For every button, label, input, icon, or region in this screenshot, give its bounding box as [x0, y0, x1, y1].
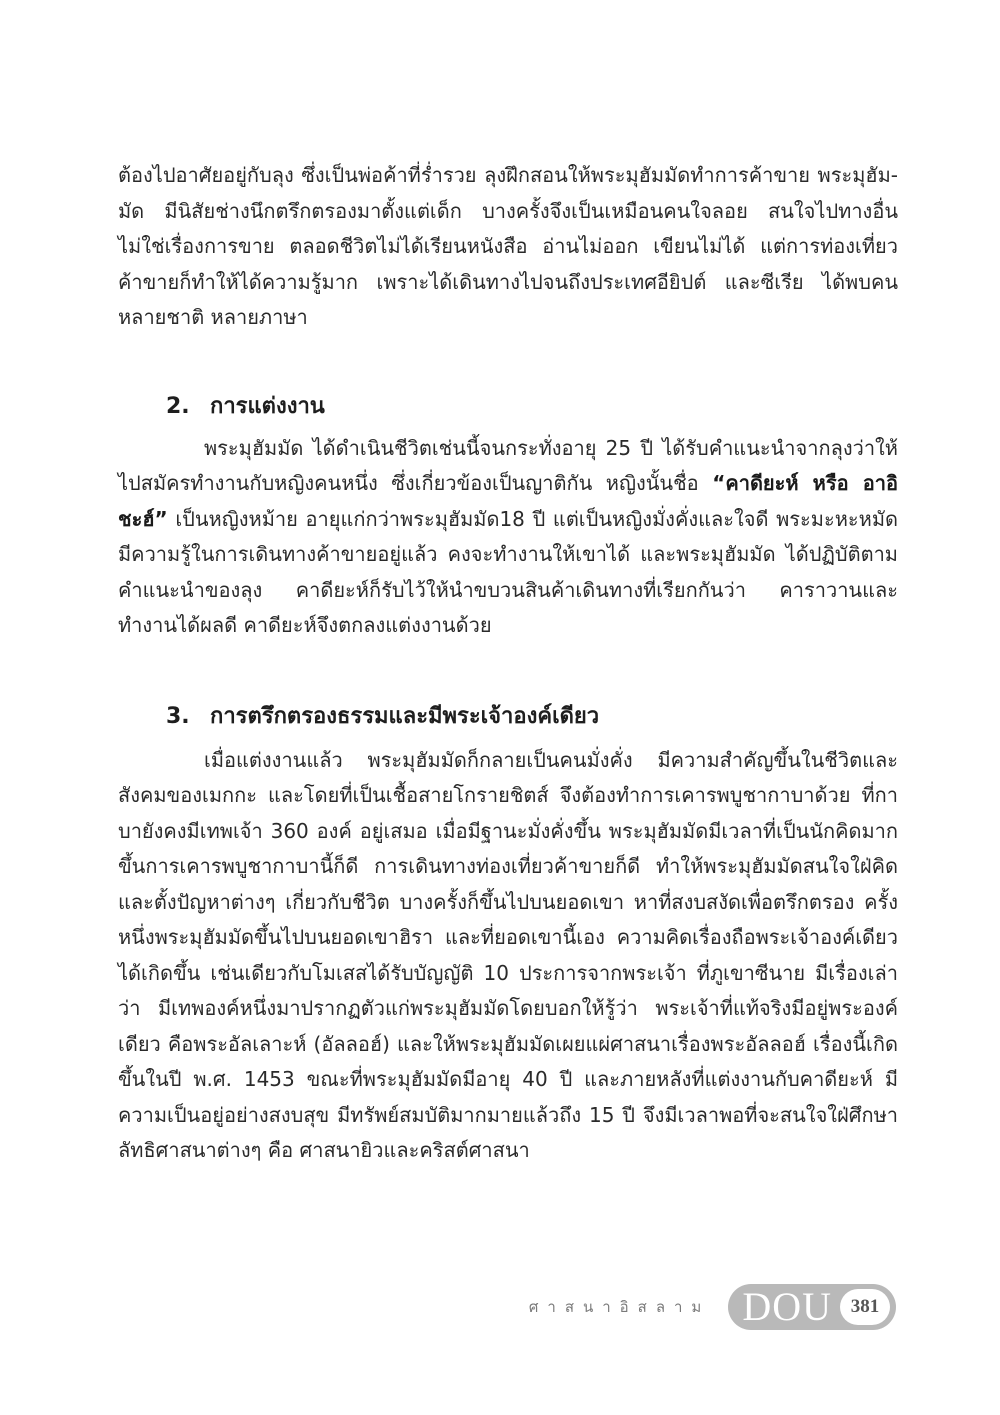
- section-2-paragraph: [118, 431, 898, 644]
- section-3-title: การตรึกตรองธรรมและมีพระเจ้าองค์เดียว: [210, 703, 600, 729]
- intro-paragraph: ต้องไปอาศัยอยู่กับลุง ซึ่งเป็นพ่อค้าที่ร่ำรวย ลุงฝึกสอนให้พระมุฮัมมัดทำการค้าขาย พระมุฮัม-มัด มีนิสัยช่างนึกตรึกตรองมาตั้งแต่เด็ก บางครั้งจึงเป็นเหมือนคนใจลอย สนใจไปทางอื่น ไม่ใช่เรื่องการขาย ตลอดชีวิตไม่ได้เรียนหนังสือ อ่านไม่ออก เขียนไม่ได้ แต่การท่องเที่ยวค้าขายก็ทำให้ได้ความรู้มาก เพราะได้เดินทางไปจนถึงประเทศอียิปต์ และซีเรีย ได้พบคนหลายชาติ หลายภาษา: [118, 163, 898, 329]
- section-2-title: การแต่งงาน: [210, 393, 325, 419]
- section-3-heading: [118, 698, 898, 733]
- section-2-text-after: เป็นหญิงหม้าย อายุแก่กว่าพระมุฮัมมัด18 ปี แต่เป็นหญิงมั่งคั่งและใจดี พระมะหะหมัดมีความรู้ในการเดินทางค้าขายอยู่แล้ว คงจะทำงานให้เขาได้ และพระมุฮัมมัด ได้ปฏิบัติตามคำแนะนำของลุง คาดียะห์ก็รับไว้ให้นำขบวนสินค้าเดินทางที่เรียกกันว่า คาราวานและทำงานได้ผลดี คาดียะห์จึงตกลงแต่งงานด้วย: [118, 506, 898, 637]
- section-2-heading: [118, 388, 898, 423]
- dou-logo-badge: [728, 1284, 896, 1330]
- footer-book-title: ศาสนาอิสลาม: [528, 1298, 711, 1316]
- section-2-bold-name: “คาดียะห์ หรือ อาอิชะฮ์”: [118, 471, 898, 531]
- section-3-paragraph: เมื่อแต่งงานแล้ว พระมุฮัมมัดก็กลายเป็นคนมั่งคั่ง มีความสำคัญขึ้นในชีวิตและสังคมของเมกกะ และโดยที่เป็นเชื้อสายโกรายชิตส์ จึงต้องทำการเคารพบูชากาบาด้วย ที่กาบายังคงมีเทพเจ้า 360 องค์ อยู่เสมอ เมื่อมีฐานะมั่งคั่งขึ้น พระมุฮัมมัดมีเวลาที่เป็นนักคิดมากขึ้นการเคารพบูชากาบานี้ก็ดี การเดินทางท่องเที่ยวค้าขายก็ดี ทำให้พระมุฮัมมัดสนใจใฝ่คิดและตั้งปัญหาต่างๆ เกี่ยวกับชีวิต บางครั้งก็ขึ้นไปบนยอดเขา หาที่สงบสงัดเพื่อตรึกตรอง ครั้งหนึ่งพระมุฮัมมัดขึ้นไปบนยอดเขาฮิรา และที่ยอดเขานี้เอง ความคิดเรื่องถือพระเจ้าองค์เดียวได้เกิดขึ้น เช่นเดียวกับโมเสสได้รับบัญญัติ 10 ประการจากพระเจ้า ที่ภูเขาซีนาย มีเรื่องเล่าว่า มีเทพองค์หนึ่งมาปรากฏตัวแก่พระมุฮัมมัดโดยบอกให้รู้ว่า พระเจ้าที่แท้จริงมีอยู่พระองค์เดียว คือพระอัลเลาะห์ (อัลลอฮ์) และให้พระมุฮัมมัดเผยแผ่ศาสนาเรื่องพระอัลลอฮ์ เรื่องนี้เกิดขึ้นในปี พ.ศ. 1453 ขณะที่พระมุฮัมมัดมีอายุ 40 ปี และภายหลังที่แต่งงานกับคาดียะห์ มีความเป็นอยู่อย่างสงบสุข มีทรัพย์สมบัติมากมายแล้วถึง 15 ปี จึงมีเวลาพอที่จะสนใจใฝ่ศึกษาลัทธิศาสนาต่างๆ คือ ศาสนายิวและคริสต์ศาสนา: [118, 747, 898, 1162]
- page-footer: [529, 1284, 896, 1330]
- dou-logo-text: DOU: [742, 1284, 832, 1329]
- section-2-number: 2.: [166, 393, 190, 419]
- page-number: 381: [840, 1289, 890, 1325]
- document-body: [118, 158, 898, 1169]
- section-3-number: 3.: [166, 703, 190, 729]
- section-2-text-before: พระมุฮัมมัด ได้ดำเนินชีวิตเช่นนี้จนกระทั่งอายุ 25 ปี ได้รับคำแนะนำจากลุงว่าให้ไปสมัครทำงานกับหญิงคนหนึ่ง ซึ่งเกี่ยวข้องเป็นญาติกัน หญิงนั้นชื่อ: [118, 435, 898, 495]
